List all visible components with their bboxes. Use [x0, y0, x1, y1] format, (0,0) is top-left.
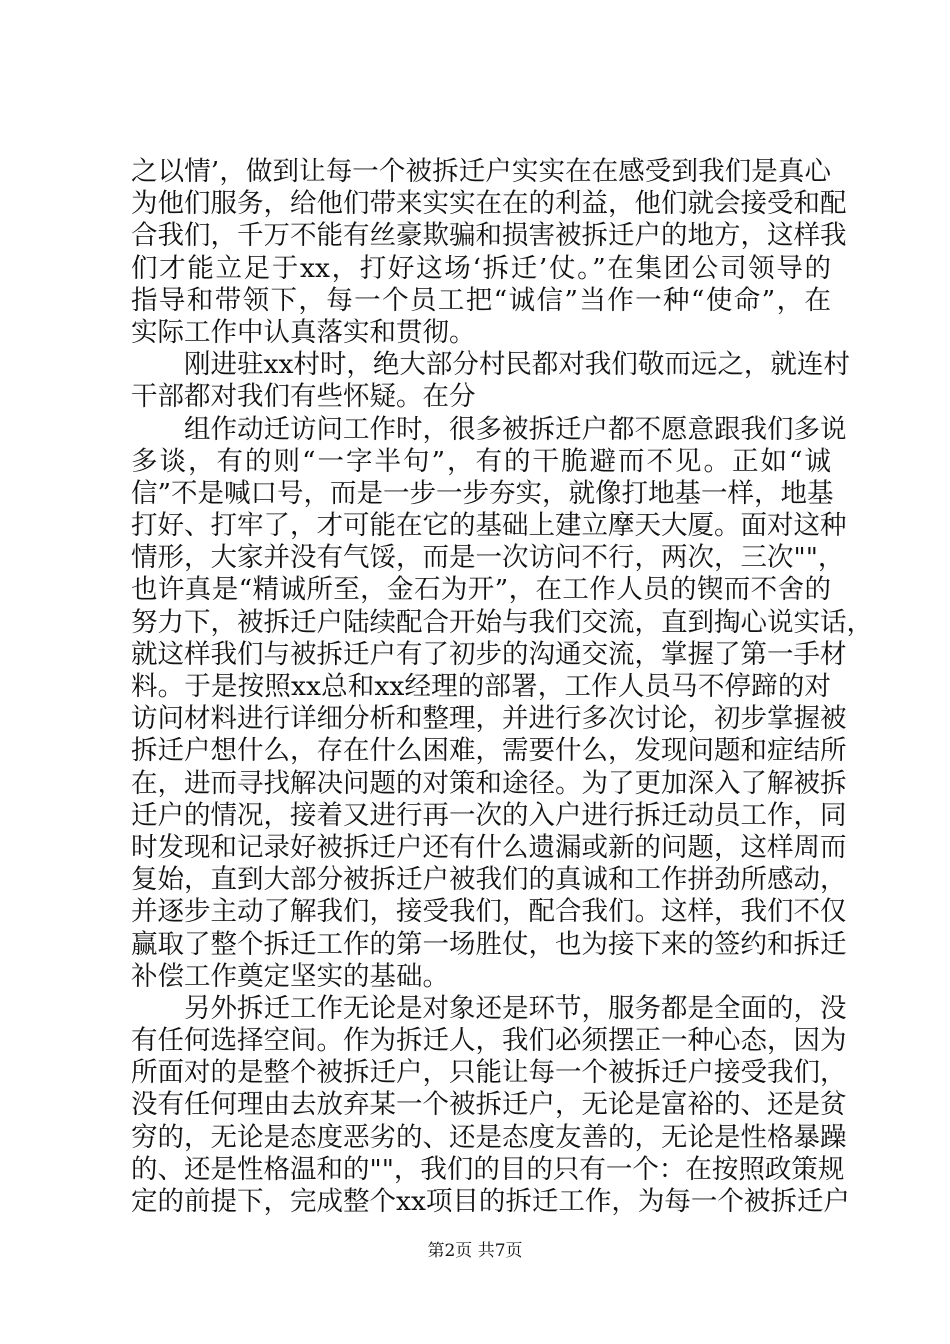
- text-line: 在，进而寻找解决问题的对策和途径。为了更加深入了解被拆: [131, 767, 847, 799]
- text-line: 实际工作中认真落实和贯彻。: [131, 316, 476, 348]
- text-line: 多谈，有的则“一字半句”，有的干脆避而不见。正如“诚: [131, 445, 831, 477]
- text-line: 补偿工作奠定坚实的基础。: [131, 960, 449, 992]
- text-line: 就这样我们与被拆迁户有了初步的沟通交流，掌握了第一手材: [131, 638, 847, 670]
- text-line: 干部都对我们有些怀疑。在分: [131, 381, 476, 413]
- text-line: 穷的，无论是态度恶劣的、还是态度友善的，无论是性格暴躁: [131, 1121, 847, 1153]
- text-line: 组作动迁访问工作时，很多被拆迁户都不愿意跟我们多说: [184, 413, 847, 445]
- text-line: 努力下，被拆迁户陆续配合开始与我们交流，直到掏心说实话，: [131, 606, 873, 638]
- text-line: 没有任何理由去放弃某一个被拆迁户，无论是富裕的、还是贫: [131, 1089, 847, 1121]
- text-line: 所面对的是整个被拆迁户，只能让每一个被拆迁户接受我们，: [131, 1057, 847, 1089]
- text-line: 定的前提下，完成整个xx项目的拆迁工作，为每一个被拆迁户: [131, 1186, 850, 1217]
- page-footer: 第2页 共7页: [427, 1241, 523, 1261]
- text-line: 有任何选择空间。作为拆迁人，我们必须摆正一种心态，因为: [131, 1025, 847, 1057]
- text-line: 迁户的情况，接着又进行再一次的入户进行拆迁动员工作，同: [131, 799, 847, 831]
- document-body: [131, 156, 873, 1218]
- text-line: 合我们，千万不能有丝豪欺骗和损害被拆迁户的地方，这样我: [131, 220, 847, 252]
- text-line: 信”不是喊口号，而是一步一步夯实，就像打地基一样，地基: [131, 477, 834, 509]
- text-line: 情形，大家并没有气馁，而是一次访问不行，两次，三次""，: [131, 542, 845, 574]
- text-line: 访问材料进行详细分析和整理，并进行多次讨论，初步掌握被: [131, 703, 847, 735]
- text-line: 打好、打牢了，才可能在它的基础上建立摩天大厦。面对这种: [131, 510, 847, 542]
- text-line: 也许真是“精诚所至，金石为开”，在工作人员的锲而不舍的: [131, 574, 831, 606]
- text-line: 复始，直到大部分被拆迁户被我们的真诚和工作拼劲所感动，: [131, 864, 847, 896]
- text-line: 时发现和记录好被拆迁户还有什么遗漏或新的问题，这样周而: [131, 831, 847, 863]
- text-line: 赢取了整个拆迁工作的第一场胜仗，也为接下来的签约和拆迁: [131, 928, 847, 960]
- text-line: 们才能立足于xx，打好这场‘拆迁’仗。”在集团公司领导的: [131, 252, 831, 284]
- text-line: 为他们服务，给他们带来实实在在的利益，他们就会接受和配: [131, 188, 847, 220]
- text-line: 指导和带领下，每一个员工把“诚信”当作一种“使命”，在: [131, 284, 831, 316]
- text-line: 之以情’，做到让每一个被拆迁户实实在在感受到我们是真心: [131, 156, 831, 187]
- text-line: 刚进驻xx村时，绝大部分村民都对我们敬而远之，就连村: [184, 349, 850, 381]
- text-line: 拆迁户想什么，存在什么困难，需要什么，发现问题和症结所: [131, 735, 847, 767]
- text-line: 并逐步主动了解我们，接受我们，配合我们。这样，我们不仅: [131, 896, 847, 928]
- text-line: 的、还是性格温和的""，我们的目的只有一个：在按照政策规: [131, 1153, 845, 1185]
- text-line: 另外拆迁工作无论是对象还是环节，服务都是全面的，没: [184, 992, 847, 1024]
- text-line: 料。于是按照xx总和xx经理的部署，工作人员马不停蹄的对: [131, 671, 831, 702]
